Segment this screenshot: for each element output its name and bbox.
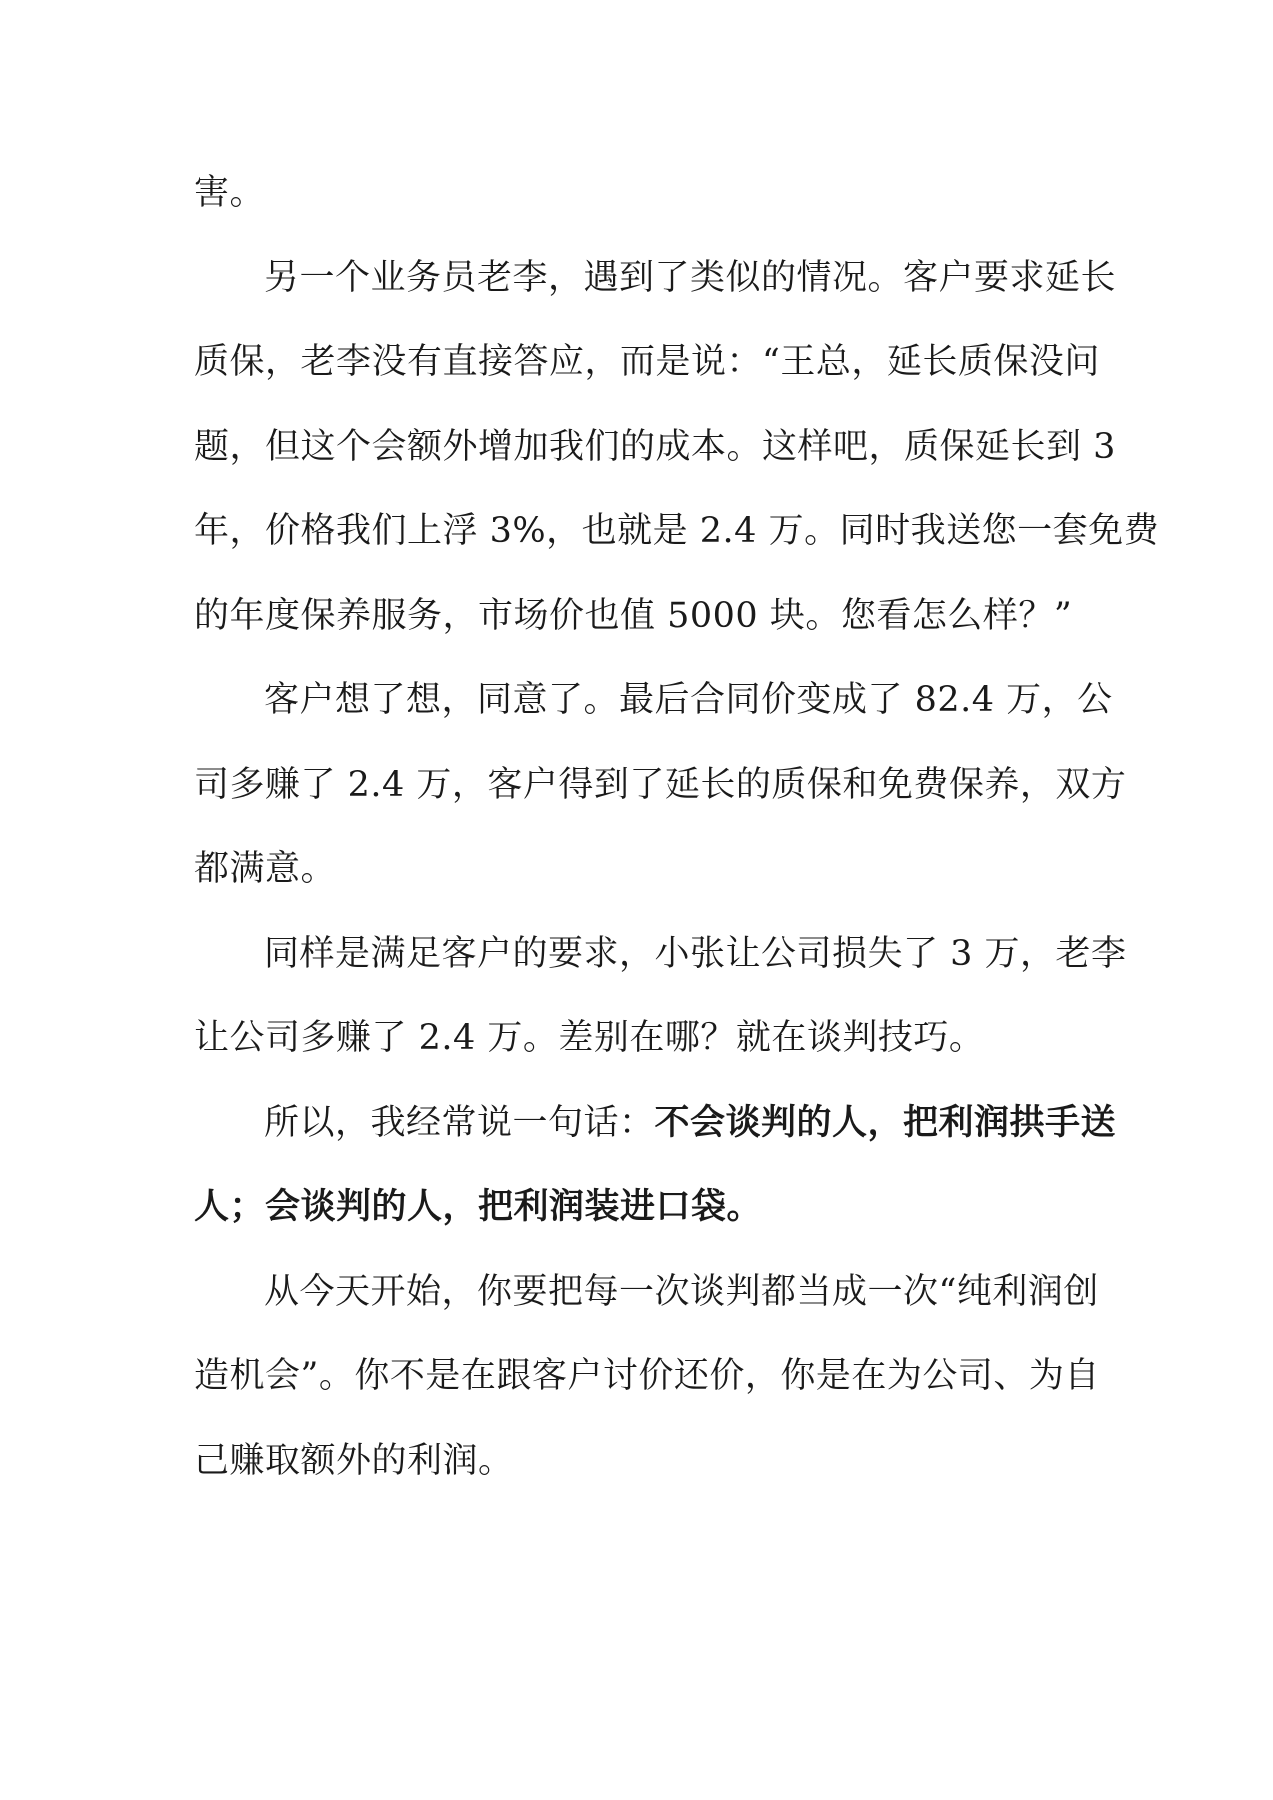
text-line: 年，价格我们上浮 3%，也就是 2.4 万。同时我送您一套免费 — [194, 511, 1160, 551]
text-line: 另一个业务员老李，遇到了类似的情况。客户要求延长 — [264, 257, 1117, 298]
body-text — [194, 151, 1160, 1503]
text-line: 造机会”。你不是在跟客户讨价还价，你是在为公司、为自 — [194, 1356, 1100, 1396]
text-line: 题，但这个会额外增加我们的成本。这样吧，质保延长到 3 — [194, 426, 1116, 467]
text-line: 的年度保养服务，市场价也值 5000 块。您看怎么样？” — [194, 595, 1073, 636]
paragraph-continuation — [194, 151, 1084, 236]
text-bold-emphasis: 人；会谈判的人，把利润装进口袋。 — [194, 1187, 763, 1227]
text-line: 客户想了想，同意了。最后合同价变成了 82.4 万，公 — [264, 680, 1113, 720]
text-line: 害。 — [194, 173, 266, 213]
text-line: 己赚取额外的利润。 — [194, 1440, 514, 1481]
paragraph-customer-agreed — [194, 658, 1127, 912]
text-bold-emphasis: 不会谈判的人，把利润拱手送 — [654, 1102, 1117, 1143]
paragraph-from-today — [194, 1250, 1100, 1504]
text-line: 司多赚了 2.4 万，客户得到了延长的质保和免费保养，双方 — [194, 764, 1127, 805]
text-line: 让公司多赚了 2.4 万。差别在哪？就在谈判技巧。 — [194, 1018, 985, 1058]
text-line: 都满意。 — [194, 849, 337, 889]
paragraph-key-saying — [194, 1081, 1117, 1250]
text-line: 从今天开始，你要把每一次谈判都当成一次“纯利润创 — [264, 1271, 1099, 1312]
paragraph-comparison — [194, 912, 1127, 1081]
text-line — [194, 1081, 1117, 1166]
paragraph-laoli-story — [194, 236, 1160, 659]
text-line: 同样是满足客户的要求，小张让公司损失了 3 万，老李 — [264, 933, 1127, 974]
text-line: 质保，老李没有直接答应，而是说：“王总，延长质保没问 — [194, 342, 1100, 382]
text-normal: 所以，我经常说一句话： — [264, 1102, 655, 1143]
text-line — [194, 1165, 1084, 1250]
